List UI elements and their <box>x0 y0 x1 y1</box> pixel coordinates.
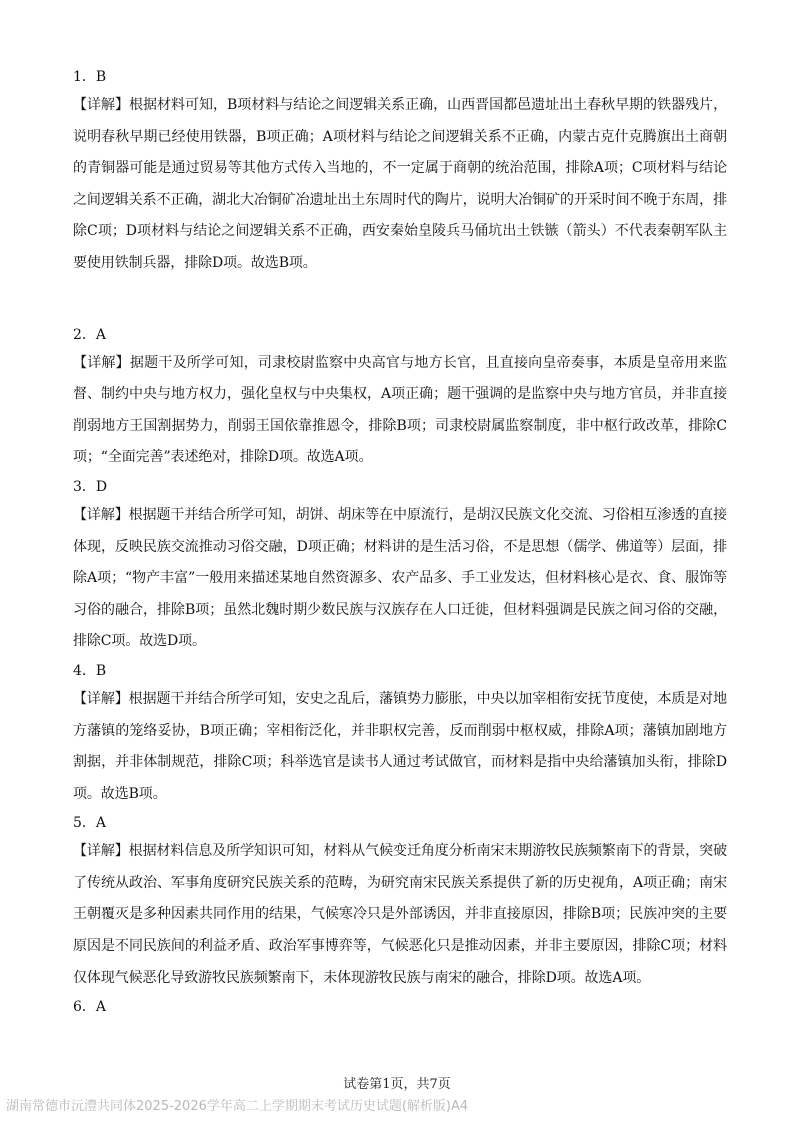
answer-number: 4．B <box>73 662 107 679</box>
explanation-tag: 【详解】 <box>73 690 129 707</box>
answer-item-1 <box>73 64 727 280</box>
answer-item-5 <box>73 810 727 994</box>
explanation-text: 根据材料可知，B项材料与结论之间逻辑关系正确，山西晋国都邑遗址出土春秋早期的铁器残片，说明春秋早期已经使用铁器，B项正确；A项材料与结论之间逻辑关系不正确，内蒙古克什克腾旗出土商朝的青铜器可能是通过贸易等其他方式传入当地的，不一定属于商朝的统治范围，排除A项；C项材料与结论之间逻辑关系不正确，湖北大冶铜矿冶遗址出土东周时代的陶片，说明大冶铜矿的开采时间不晚于东周，排除C项；D项材料与结论之间逻辑关系不正确，西安秦始皇陵兵马俑坑出土铁镞（箭头）不代表秦朝军队主要使用铁制兵器，排除D项。故选B项。 <box>73 97 727 271</box>
answer-explanation <box>73 684 727 810</box>
answer-number: 5．A <box>73 815 107 832</box>
answer-explanation <box>73 90 727 280</box>
answer-item-2 <box>73 322 727 474</box>
explanation-text: 根据材料信息及所学知识可知，材料从气候变迁角度分析南宋末期游牧民族频繁南下的背景，突破了传统从政治、军事角度研究民族关系的范畴，为研究南宋民族关系提供了新的历史视角，A项正确；南宋王朝覆灭是多种因素共同作用的结果，气候寒冷只是外部诱因，并非直接原因，排除B项；民族冲突的主要原因是不同民族间的利益矛盾、政治军事博弈等，气候恶化只是推动因素，并非主要原因，排除C项；材料仅体现气候恶化导致游牧民族频繁南下，未体现游牧民族与南宋的融合，排除D项。故选A项。 <box>73 843 727 986</box>
answer-number: 1．B <box>73 69 107 85</box>
answer-number: 3．D <box>73 478 108 495</box>
explanation-tag: 【详解】 <box>73 843 129 860</box>
explanation-tag: 【详解】 <box>73 97 129 113</box>
explanation-text: 根据题干并结合所学可知，胡饼、胡床等在中原流行，是胡汉民族文化交流、习俗相互渗透的直接体现，反映民族交流推动习俗交融，D项正确；材料讲的是生活习俗，不是思想（儒学、佛道等）层面，排除A项；“物产丰富”一般用来描述某地自然资源多、农产品多、手工业发达，但材料核心是衣、食、服饰等习俗的融合，排除B项；虽然北魏时期少数民族与汉族存在人口迁徙，但材料强调是民族之间习俗的交融，排除C项。故选D项。 <box>73 506 727 650</box>
answer-explanation <box>73 836 727 994</box>
answer-item-4 <box>73 658 727 810</box>
explanation-text: 根据题干并结合所学可知，安史之乱后，藩镇势力膨胀，中央以加宰相衔安抚节度使，本质是对地方藩镇的笼络妥协，B项正确；宰相衔泛化，并非职权完善，反而削弱中枢权威，排除A项；藩镇加剧地方割据，并非体制规范，排除C项；科举选官是读书人通过考试做官，而材料是指中央给藩镇加头衔，排除D项。故选B项。 <box>73 690 727 802</box>
answer-number: 6．A <box>73 999 107 1016</box>
explanation-tag: 【详解】 <box>73 354 130 371</box>
explanation-text: 据题干及所学可知，司隶校尉监察中央高官与地方长官，且直接向皇帝奏事，本质是皇帝用来监督、制约中央与地方权力，强化皇权与中央集权，A项正确；题干强调的是监察中央与地方官员，并非直接削弱地方王国割据势力，削弱王国依靠推恩令，排除B项；司隶校尉属监察制度，非中枢行政改革，排除C项；“全面完善”表述绝对，排除D项。故选A项。 <box>73 354 727 466</box>
answer-explanation <box>73 500 727 658</box>
document-watermark: 湖南常德市沅澧共同体2025-2026学年高二上学期期末考试历史试题(解析版)A4 <box>6 1099 469 1114</box>
page-footer: 试卷第1页，共7页 <box>343 1077 451 1092</box>
answer-explanation <box>73 348 727 474</box>
answer-list <box>73 64 727 1020</box>
answer-item-6 <box>73 994 727 1020</box>
answer-item-3 <box>73 474 727 658</box>
explanation-tag: 【详解】 <box>73 506 129 523</box>
answer-number: 2．A <box>73 326 107 343</box>
